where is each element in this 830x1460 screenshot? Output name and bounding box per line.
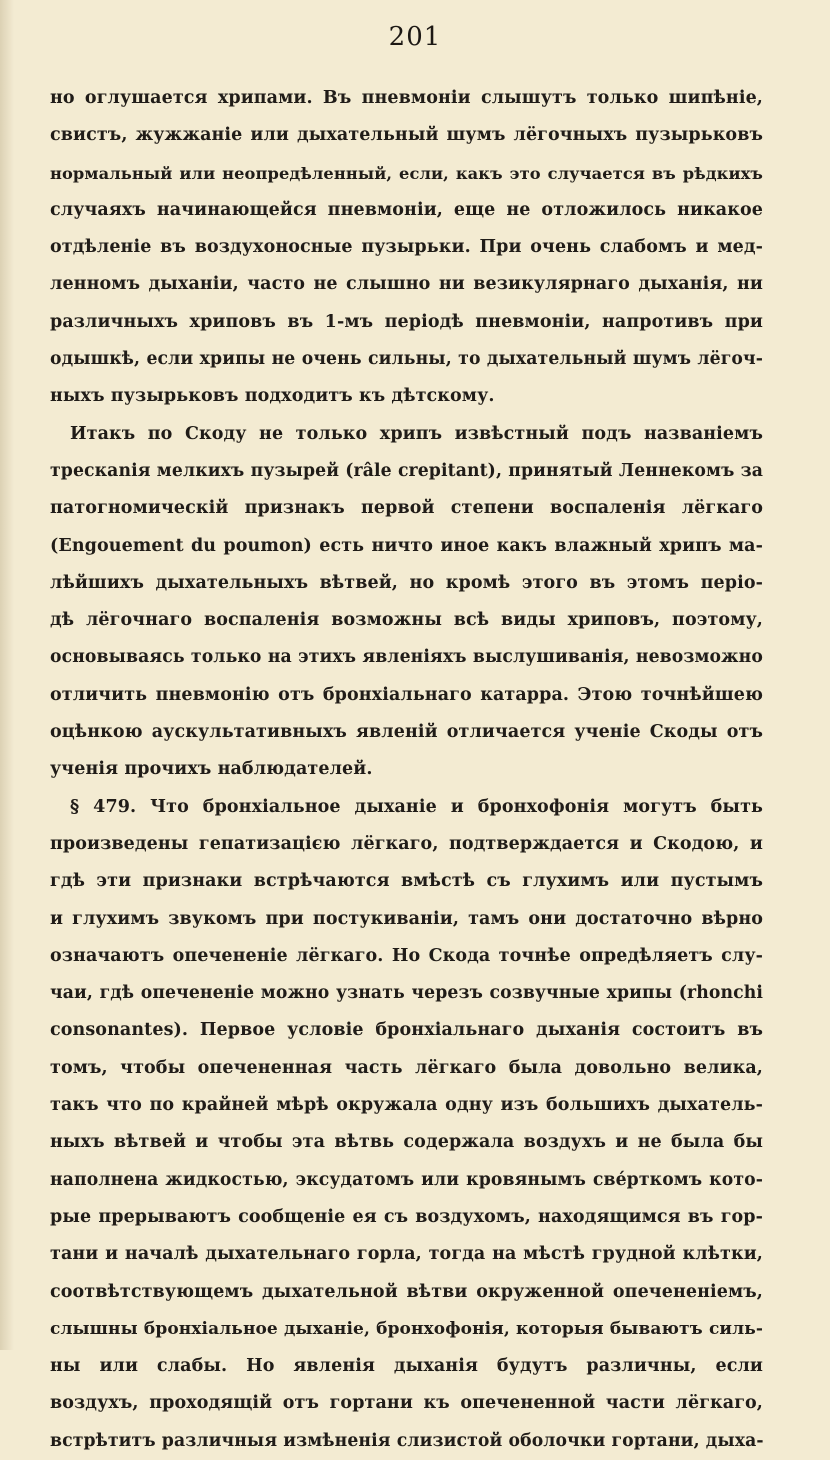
text-line: слышны бронхіальное дыханіе, бронхофонія, которыя бываютъ силь-	[50, 1318, 763, 1339]
text-line: означаютъ опечененіе лёгкаго. Но Скода точнѣе опредѣляетъ слу-	[50, 945, 763, 966]
text-line: Итакъ по Скоду не только хрипъ извѣстный подъ названіемъ	[70, 423, 763, 444]
text-line: чаи, гдѣ опечененіе можно узнать черезъ созвучные хрипы (rhonchi	[50, 983, 763, 1004]
text-line: свистъ, жужжаніе или дыхательный шумъ лёгочныхъ пузырьковъ	[50, 125, 763, 146]
text-line: такъ что по крайней мѣрѣ окружала одну изъ большихъ дыхатель-	[50, 1095, 763, 1116]
text-line: различныхъ хриповъ въ 1-мъ періодѣ пневмоніи, напротивъ при	[50, 311, 763, 332]
text-line: встрѣтитъ различныя измѣненія слизистой оболочки гортани, дыха-	[50, 1430, 764, 1451]
text-line: воздухъ, проходящій отъ гортани къ опечененной части лёгкаго,	[50, 1393, 763, 1414]
body-text	[50, 80, 763, 1460]
text-line: отличить пневмонію отъ бронхіальнаго катарра. Этою точнѣйшею	[50, 684, 763, 705]
text-line: трескаnія мелкихъ пузырей (râle crepitant), принятый Леннекомъ за	[50, 460, 763, 481]
text-line: ныхъ пузырьковъ подходитъ къ дѣтскому.	[50, 386, 495, 407]
text-line: тани и началѣ дыхательнаго горла, тогда на мѣстѣ грудной клѣтки,	[50, 1244, 763, 1265]
text-line: гдѣ эти признаки встрѣчаются вмѣстѣ съ глухимъ или пустымъ	[50, 871, 763, 892]
page-number: 201	[388, 22, 442, 52]
page-edge	[0, 0, 14, 1350]
text-line: лѣйшихъ дыхательныхъ вѣтвей, но кромѣ этого въ этомъ періо-	[50, 572, 763, 593]
text-line: (Engouement du poumon) есть ничто иное какъ влажный хрипъ ма-	[50, 535, 763, 556]
text-line: consonantes). Первое условіе бронхіальнаго дыханія состоитъ въ	[50, 1020, 763, 1041]
text-line: § 479. Что бронхіальное дыханіе и бронхофонія могутъ быть	[70, 796, 763, 817]
text-line: ныхъ вѣтвей и чтобы эта вѣтвь содержала воздухъ и не была бы	[50, 1132, 763, 1153]
text-line: патогномическій признакъ первой степени воспаленія лёгкаго	[50, 498, 763, 519]
text-line: ученія прочихъ наблюдателей.	[50, 759, 373, 780]
text-line: ленномъ дыханіи, часто не слышно ни везикулярнаго дыханія, ни	[50, 274, 763, 295]
text-line: рые прерываютъ сообщеніе ея съ воздухомъ, находящимся въ гор-	[50, 1206, 763, 1227]
text-line: произведены гепатизацією лёгкаго, подтверждается и Скодою, и	[50, 833, 763, 854]
text-line: наполнена жидкостью, эксудатомъ или кровянымъ свéрткомъ кото-	[50, 1169, 763, 1190]
text-line: отдѣленіе въ воздухоносные пузырьки. При очень слабомъ и мед-	[50, 237, 763, 258]
text-line: случаяхъ начинающейся пневмоніи, еще не отложилось никакое	[50, 199, 763, 220]
text-line: основываясь только на этихъ явленіяхъ выслушиванія, невозможно	[50, 647, 763, 668]
text-line: ны или слабы. Но явленія дыханія будутъ различны, если	[50, 1356, 763, 1377]
text-line: томъ, чтобы опечененная часть лёгкаго была довольно велика,	[50, 1057, 763, 1078]
text-line: оцѣнкою аускультативныхъ явленій отличается ученіе Скоды отъ	[50, 722, 763, 743]
text-line: одышкѣ, если хрипы не очень сильны, то дыхательный шумъ лёгоч-	[50, 349, 763, 370]
text-line: но оглушается хрипами. Въ пневмоніи слышутъ только шипѣніе,	[50, 88, 763, 108]
text-line: соотвѣтствующемъ дыхательной вѣтви окруженной опечененіемъ,	[50, 1281, 763, 1302]
text-line: нормальный или неопредѣленный, если, какъ это случается въ рѣдкихъ	[50, 163, 763, 183]
text-line: дѣ лёгочнаго воспаленія возможны всѣ виды хриповъ, поэтому,	[50, 610, 763, 631]
text-line: и глухимъ звукомъ при постукиваніи, тамъ они достаточно вѣрно	[50, 908, 763, 929]
